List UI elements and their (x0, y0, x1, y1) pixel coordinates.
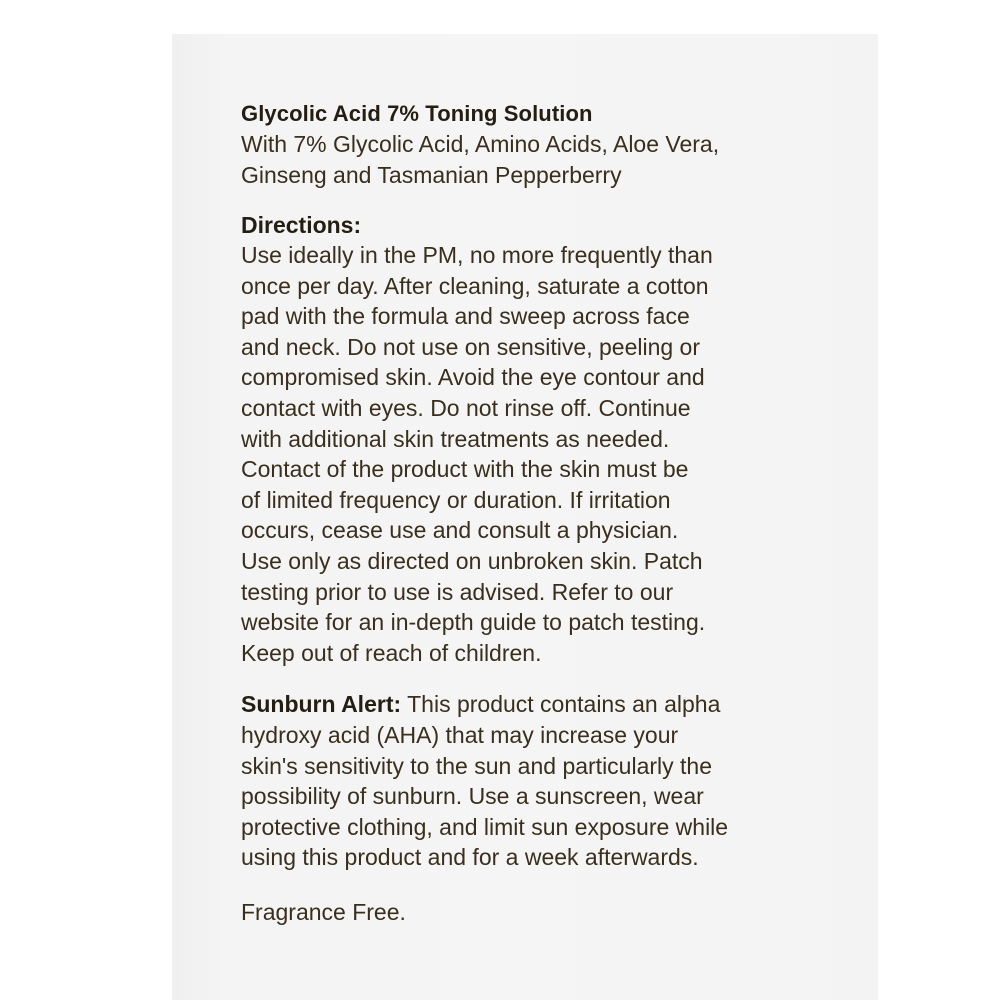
directions-heading: Directions: (241, 212, 362, 238)
label-text-block (241, 99, 861, 927)
fragrance-free-note: Fragrance Free. (241, 898, 406, 925)
product-title: Glycolic Acid 7% Toning Solution (241, 101, 593, 126)
sunburn-alert (241, 689, 861, 873)
directions-text: Use ideally in the PM, no more frequently than once per day. After cleaning, saturate a cotton pad with the formula and sweep across face and neck. Do not use on sensitive, peeling or compromised skin. Avoid the eye contour and contact with eyes. Do not rinse off. Continue with additional skin treatments as needed. Contact of the product with the skin must be of limited frequency or duration. If irritation occurs, cease use and consult a physician. Use only as directed on unbroken skin. Patch testing prior to use is advised. Refer to our website for an in-depth guide to patch testing. Keep out of reach of children. (241, 242, 713, 666)
sunburn-alert-text: This product contains an alpha hydroxy acid (AHA) that may increase your skin's sensitivity to the sun and particularly the possibility of sunburn. Use a sunscreen, wear protective clothing, and limit sun exposure while using this product and for a week afterwards. (241, 691, 729, 871)
product-subtitle: With 7% Glycolic Acid, Amino Acids, Aloe Vera, Ginseng and Tasmanian Pepperberry (241, 131, 720, 188)
sunburn-alert-label: Sunburn Alert: (241, 691, 402, 718)
